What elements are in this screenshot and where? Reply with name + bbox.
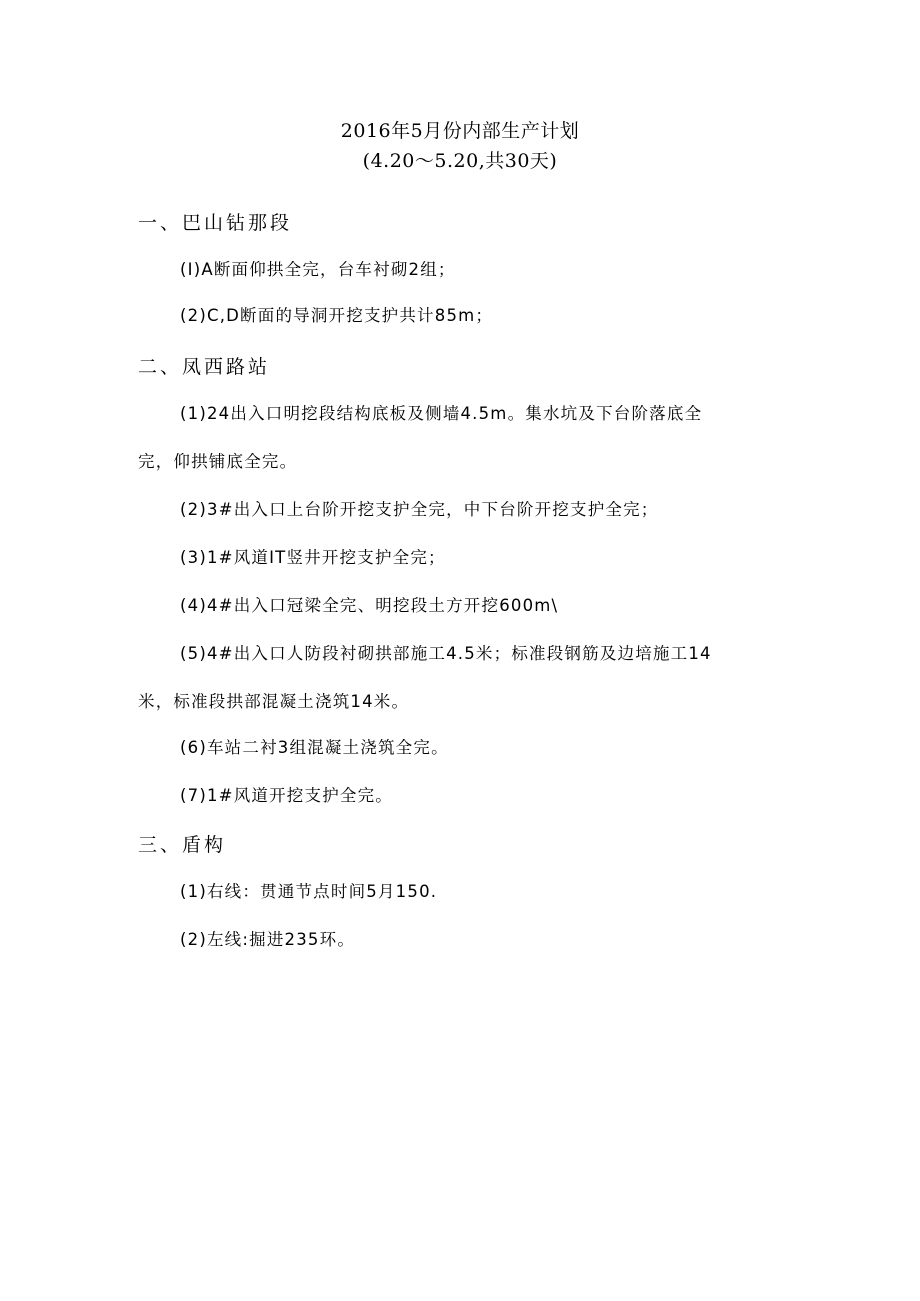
section-1-item-2: (2)C,D断面的导洞开挖支护共计85m； (180, 306, 494, 325)
section-heading-2: 二、凤西路站 (138, 356, 271, 378)
section-2-item-1-cont: 完，仰拱铺底全完。 (138, 452, 298, 471)
section-heading-3: 三、盾构 (138, 834, 227, 856)
section-2-item-1: (1)24出入口明挖段结构底板及侧墙4.5m。集水坑及下台阶落底全 (180, 404, 703, 423)
section-2-item-5-cont: 米，标准段拱部混凝土浇筑14米。 (138, 692, 410, 711)
section-2-item-6: (6)车站二衬3组混凝土浇筑全完。 (180, 738, 449, 757)
section-3-item-1: (1)右线：贯通节点时间5月150. (180, 882, 438, 901)
section-3-item-2: (2)左线:掘进235环。 (180, 930, 356, 949)
document-title: 2016年5月份内部生产计划 (340, 120, 580, 142)
section-1-item-1: (I)A断面仰拱全完，台车衬砌2组； (180, 260, 456, 279)
section-2-item-5: (5)4#出入口人防段衬砌拱部施工4.5米；标准段钢筋及边培施工14 (180, 644, 712, 663)
section-heading-1: 一、巴山钻那段 (138, 212, 293, 234)
document-period: (4.20～5.20,共30天) (362, 150, 558, 172)
section-2-item-4: (4)4#出入口冠梁全完、明挖段土方开挖600m\ (180, 596, 559, 615)
section-2-item-7: (7)1#风道开挖支护全完。 (180, 786, 393, 805)
section-2-item-2: (2)3#出入口上台阶开挖支护全完，中下台阶开挖支护全完； (180, 500, 659, 519)
section-2-item-3: (3)1#风道IT竖井开挖支护全完； (180, 548, 446, 567)
